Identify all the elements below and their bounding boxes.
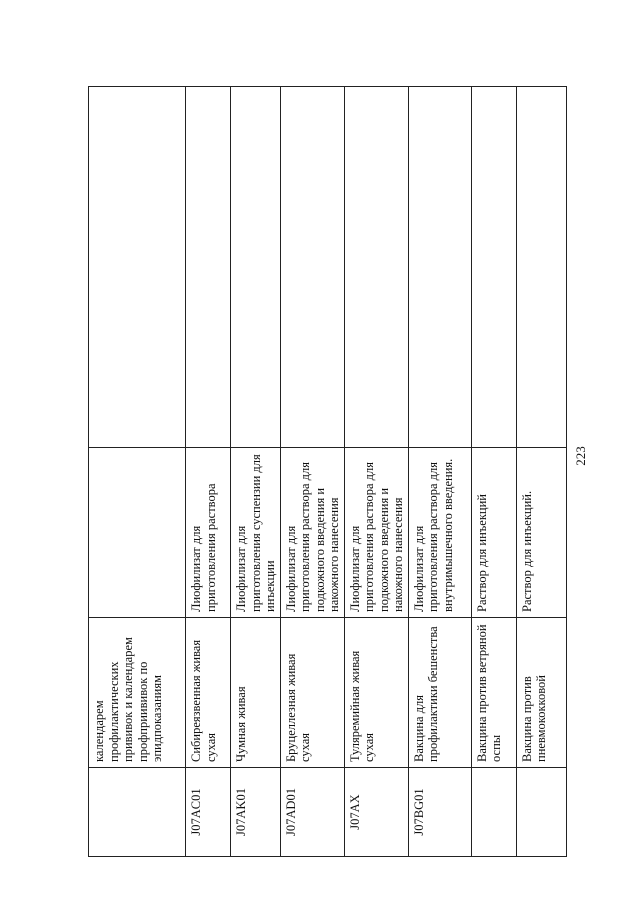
page-number: 223	[573, 446, 588, 466]
extra-cell	[344, 87, 408, 448]
vaccine-name-cell: Туляремийная живая сухая	[344, 618, 408, 768]
atc-code-cell: J07AX	[344, 768, 408, 857]
vaccine-name-cell: календарем профилактических прививок и календарем профприививок по эпидпоказаниям	[89, 618, 186, 768]
table-row	[89, 87, 186, 857]
table-row	[186, 87, 231, 857]
dosage-form-cell: Лиофилизат для приготовления раствора	[186, 448, 231, 618]
extra-cell	[231, 87, 281, 448]
vaccine-name-cell: Вакцина против ветряной оспы	[471, 618, 516, 768]
dosage-form-cell: Лиофилизат для приготовления раствора для подкожного введения и накожного нанесения	[344, 448, 408, 618]
extra-cell	[408, 87, 471, 448]
extra-cell	[280, 87, 344, 448]
dosage-form-cell: Лиофилизат для приготовления раствора для подкожного введения и накожного нанесения	[280, 448, 344, 618]
table-row	[280, 87, 344, 857]
atc-code-cell	[471, 768, 516, 857]
table-row	[471, 87, 516, 857]
dosage-form-cell: Раствор для инъекций	[471, 448, 516, 618]
vaccine-name-cell: Вакцина против пневмококковой	[516, 618, 566, 768]
atc-code-cell: J07AD01	[280, 768, 344, 857]
vaccine-name-cell: Бруцеллезная живая сухая	[280, 618, 344, 768]
atc-code-cell	[516, 768, 566, 857]
dosage-form-cell: Лиофилизат для приготовления раствора для внутримышечного введения.	[408, 448, 471, 618]
extra-cell	[516, 87, 566, 448]
vaccine-name-cell: Сибиреязвенная живая сухая	[186, 618, 231, 768]
extra-cell	[89, 87, 186, 448]
dosage-form-cell	[89, 448, 186, 618]
atc-code-cell: J07AC01	[186, 768, 231, 857]
vaccine-name-cell: Вакцина для профилактики бешенства	[408, 618, 471, 768]
dosage-form-cell: Лиофилизат для приготовления суспензии для инъекции	[231, 448, 281, 618]
atc-code-cell: J07AK01	[231, 768, 281, 857]
vaccine-name-cell: Чумная живая	[231, 618, 281, 768]
table-row	[408, 87, 471, 857]
dosage-form-cell: Раствор для инъекций.	[516, 448, 566, 618]
extra-cell	[186, 87, 231, 448]
atc-code-cell: J07BG01	[408, 768, 471, 857]
table-row	[516, 87, 566, 857]
atc-code-cell	[89, 768, 186, 857]
table-row	[344, 87, 408, 857]
extra-cell	[471, 87, 516, 448]
table-row	[231, 87, 281, 857]
rotated-page-content	[88, 87, 560, 857]
drug-table	[88, 86, 567, 857]
